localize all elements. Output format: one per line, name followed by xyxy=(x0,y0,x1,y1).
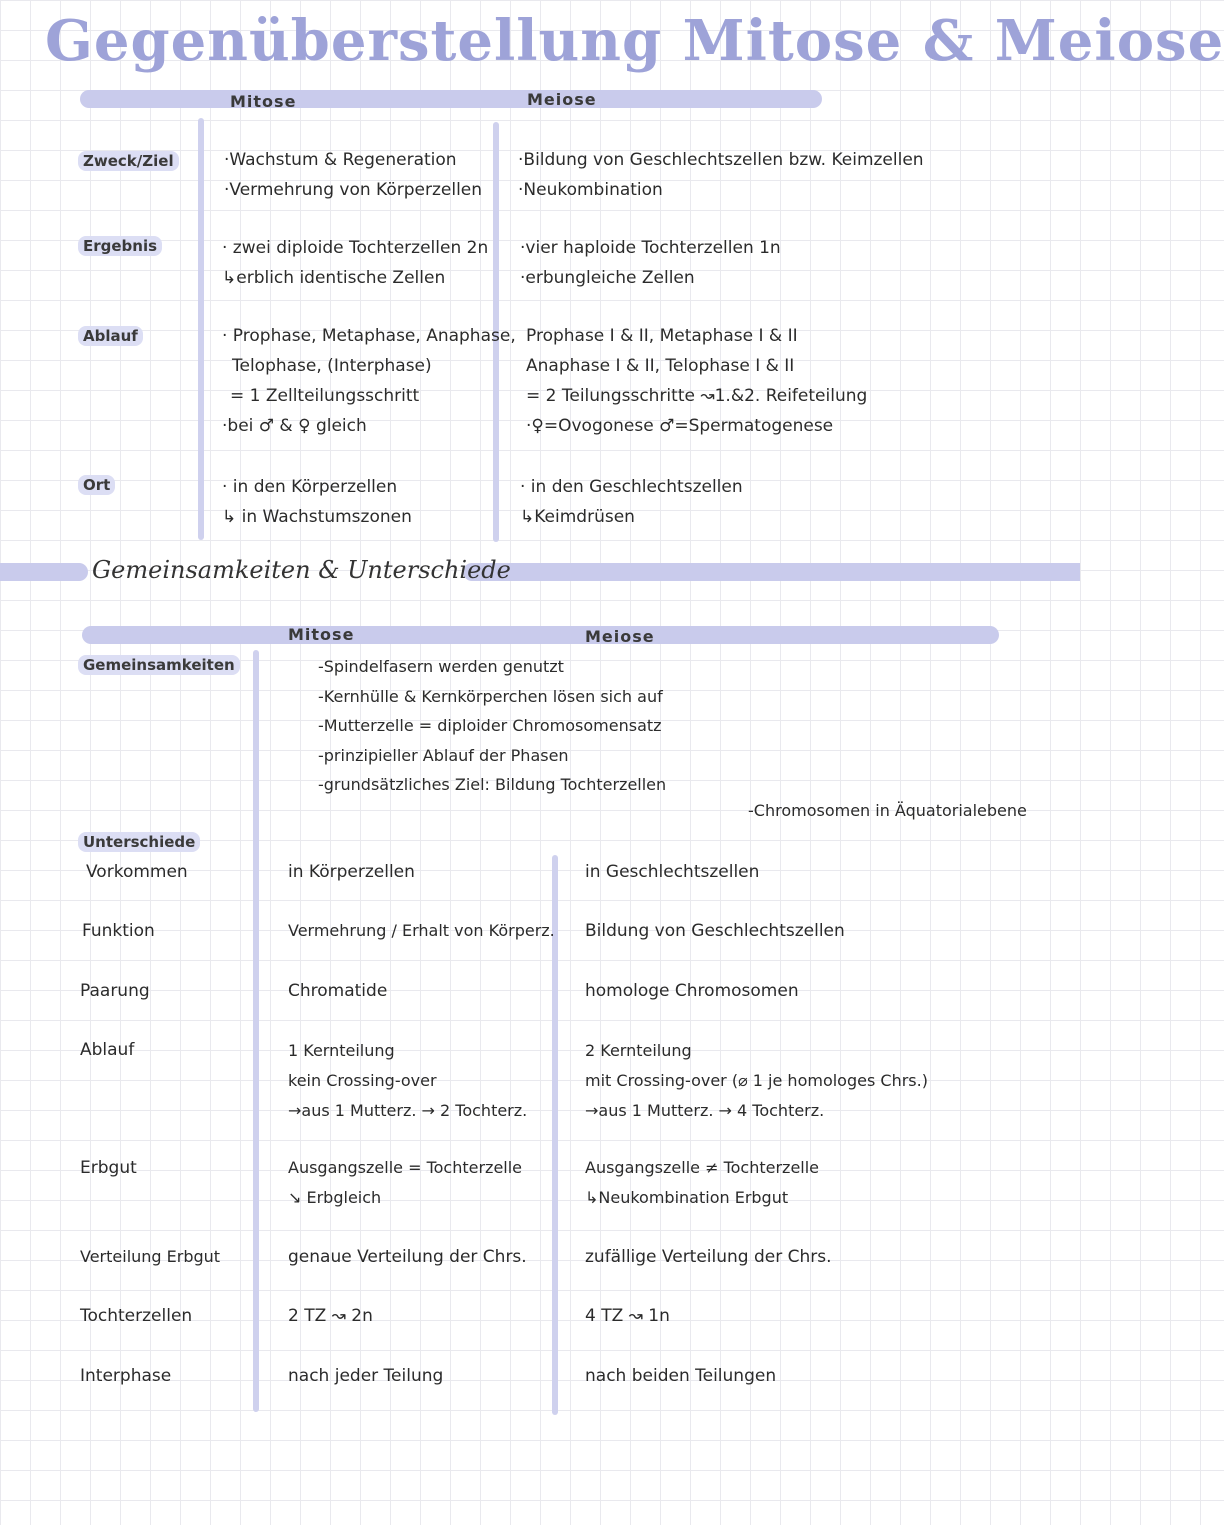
text-line: Prophase I & II, Metaphase I & II xyxy=(526,326,798,346)
funktion-mitose: Vermehrung / Erhalt von Körperz. xyxy=(288,921,555,940)
ergebnis-mitose xyxy=(222,233,488,293)
label-tochterzellen: Tochterzellen xyxy=(80,1306,193,1326)
text-line: mit Crossing-over (⌀ 1 je homologes Chrs.) xyxy=(585,1071,928,1090)
list-item: -prinzipieller Ablauf der Phasen xyxy=(318,745,569,765)
text-line: Ausgangszelle = Tochterzelle xyxy=(288,1158,523,1177)
verteilung-mitose: genaue Verteilung der Chrs. xyxy=(288,1247,527,1267)
text-line: · Prophase, Metaphase, Anaphase, xyxy=(222,326,516,346)
label-funktion: Funktion xyxy=(82,921,155,941)
gemeinsamkeiten-list xyxy=(318,652,666,800)
zweck-meiose xyxy=(518,145,924,205)
text-line: Anaphase I & II, Telophase I & II xyxy=(526,356,795,376)
interphase-meiose: nach beiden Teilungen xyxy=(585,1366,777,1386)
ablauf-mitose-bottom xyxy=(288,1036,527,1126)
label-paarung: Paarung xyxy=(80,981,150,1001)
ergebnis-meiose xyxy=(520,233,781,293)
bottom-header-bar xyxy=(82,626,999,644)
erbgut-mitose xyxy=(288,1153,522,1213)
text-line: 2 Kernteilung xyxy=(585,1041,692,1060)
label-zweck: Zweck/Ziel xyxy=(78,151,179,171)
text-line: ↳erblich identische Zellen xyxy=(222,268,446,288)
label-vorkommen: Vorkommen xyxy=(86,862,188,882)
text-line: ·erbungleiche Zellen xyxy=(520,268,695,288)
bottom-col-mitose: Mitose xyxy=(288,625,355,644)
page-title: Gegenüberstellung Mitose & Meiose xyxy=(45,8,1224,74)
text-line: ↳ in Wachstumszonen xyxy=(222,507,412,527)
paarung-mitose: Chromatide xyxy=(288,981,388,1001)
text-line: →aus 1 Mutterz. → 2 Tochterz. xyxy=(288,1101,528,1120)
ort-meiose xyxy=(520,472,743,532)
list-item: -grundsätzliches Ziel: Bildung Tochterzellen xyxy=(318,775,667,794)
text-line: Telophase, (Interphase) xyxy=(232,356,432,376)
text-line: ·Vermehrung von Körperzellen xyxy=(224,180,483,200)
top-col-meiose: Meiose xyxy=(527,90,597,109)
verteilung-meiose: zufällige Verteilung der Chrs. xyxy=(585,1247,832,1267)
text-line: ·Wachstum & Regeneration xyxy=(224,150,457,170)
erbgut-meiose xyxy=(585,1153,819,1213)
ablauf-meiose-bottom xyxy=(585,1036,928,1126)
list-item: -Spindelfasern werden genutzt xyxy=(318,657,564,676)
ort-mitose xyxy=(222,472,412,532)
top-col-mitose: Mitose xyxy=(230,92,297,111)
label-ablauf: Ablauf xyxy=(78,326,143,346)
text-line: · zwei diploide Tochterzellen 2n xyxy=(222,238,489,258)
tochterzellen-meiose: 4 TZ ↝ 1n xyxy=(585,1306,670,1326)
bottom-col-meiose: Meiose xyxy=(585,627,655,646)
text-line: ·Bildung von Geschlechtszellen bzw. Keimzellen xyxy=(518,150,924,170)
vorkommen-meiose: in Geschlechtszellen xyxy=(585,862,760,882)
label-erbgut: Erbgut xyxy=(80,1158,137,1178)
funktion-meiose: Bildung von Geschlechtszellen xyxy=(585,921,845,941)
section-bar-right xyxy=(463,563,1080,581)
bottom-divider-left xyxy=(253,650,259,1412)
text-line: ·vier haploide Tochterzellen 1n xyxy=(520,238,781,258)
text-line: ↳Keimdrüsen xyxy=(520,507,635,527)
text-line: · in den Körperzellen xyxy=(222,477,398,497)
top-divider-left xyxy=(198,118,204,540)
text-line: Ausgangszelle ≠ Tochterzelle xyxy=(585,1158,820,1177)
text-line: = 1 Zellteilungsschritt xyxy=(230,386,420,406)
text-line: · in den Geschlechtszellen xyxy=(520,477,743,497)
text-line: →aus 1 Mutterz. → 4 Tochterz. xyxy=(585,1101,825,1120)
label-ort: Ort xyxy=(78,475,115,495)
text-line: ·♀=Ovogonese ♂=Spermatogenese xyxy=(526,416,834,436)
text-line: 1 Kernteilung xyxy=(288,1041,395,1060)
label-interphase: Interphase xyxy=(80,1366,172,1386)
vorkommen-mitose: in Körperzellen xyxy=(288,862,415,882)
label-gemeinsamkeiten: Gemeinsamkeiten xyxy=(78,655,240,675)
text-line: ↳Neukombination Erbgut xyxy=(585,1188,789,1207)
section-bar-left xyxy=(0,563,88,581)
interphase-mitose: nach jeder Teilung xyxy=(288,1366,444,1386)
ablauf-mitose xyxy=(222,321,516,441)
text-line: ·bei ♂ & ♀ gleich xyxy=(222,416,367,436)
text-line: ↘ Erbgleich xyxy=(288,1188,382,1207)
top-header-bar xyxy=(80,90,822,108)
paarung-meiose: homologe Chromosomen xyxy=(585,981,799,1001)
list-item: -Mutterzelle = diploider Chromosomensatz xyxy=(318,716,662,735)
label-unterschiede: Unterschiede xyxy=(78,832,200,852)
label-verteilung: Verteilung Erbgut xyxy=(80,1247,221,1266)
list-item: -Kernhülle & Kernkörperchen lösen sich auf xyxy=(318,686,663,706)
section-title: Gemeinsamkeiten & Unterschiede xyxy=(92,556,511,584)
label-ablauf-bottom: Ablauf xyxy=(80,1040,135,1060)
side-note: -Chromosomen in Äquatorialebene xyxy=(748,801,1027,820)
label-ergebnis: Ergebnis xyxy=(78,236,162,256)
text-line: = 2 Teilungsschritte ↝1.&2. Reifeteilung xyxy=(526,386,868,406)
text-line: ·Neukombination xyxy=(518,180,663,200)
zweck-mitose xyxy=(224,145,482,205)
ablauf-meiose xyxy=(526,321,867,441)
tochterzellen-mitose: 2 TZ ↝ 2n xyxy=(288,1306,373,1326)
text-line: kein Crossing-over xyxy=(288,1071,437,1090)
